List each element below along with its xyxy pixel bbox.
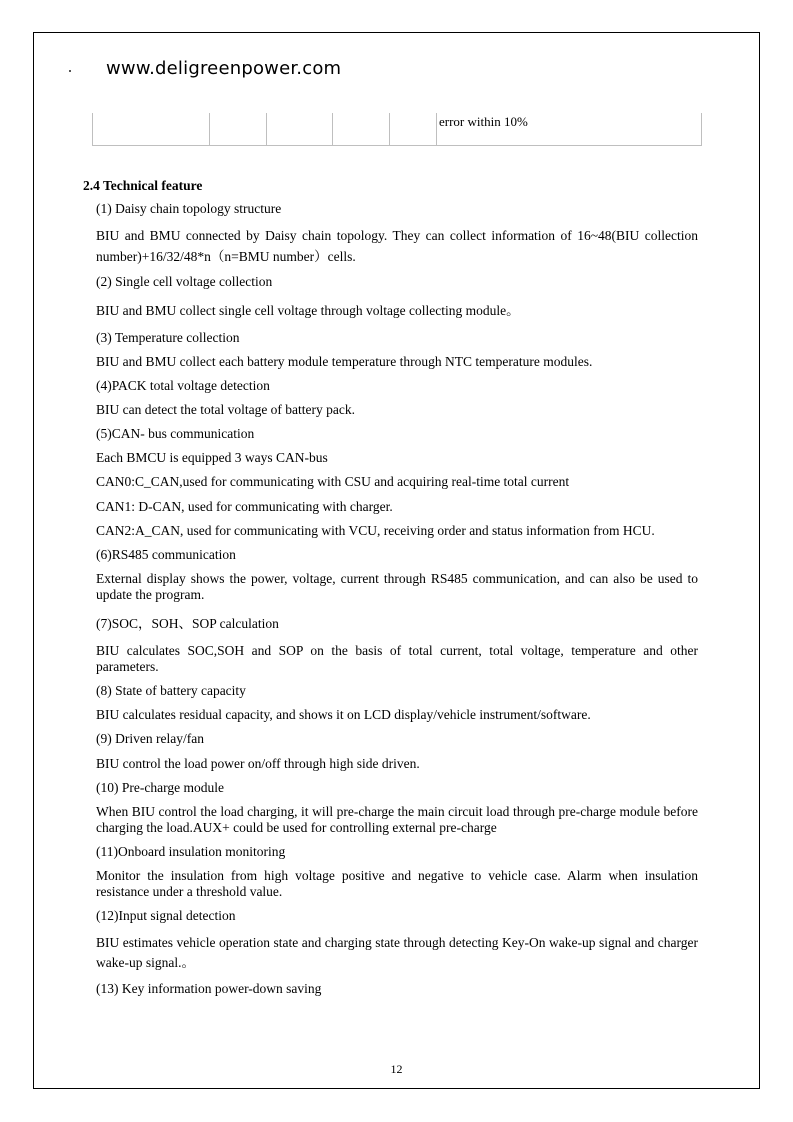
feature-heading: (2) Single cell voltage collection xyxy=(96,274,273,289)
feature-body: Each BMCU is equipped 3 ways CAN-bus xyxy=(96,450,328,465)
feature-heading: (11)Onboard insulation monitoring xyxy=(96,844,286,859)
feature-heading: (9) Driven relay/fan xyxy=(96,731,204,746)
table-divider xyxy=(436,113,437,145)
feature-body: External display shows the power, voltage, current through RS485 communication, and can also be used to update the program. xyxy=(96,571,698,602)
feature-heading: (12)Input signal detection xyxy=(96,908,236,923)
feature-body: BIU estimates vehicle operation state and charging state through detecting Key-On wake-up signal and charger wake-up signal.。 xyxy=(96,935,698,970)
page-number: 12 xyxy=(390,1062,403,1076)
website-header: www.deligreenpower.com xyxy=(106,58,342,79)
feature-body: CAN2:A_CAN, used for communicating with VCU, receiving order and status information from HCU. xyxy=(96,523,655,538)
feature-heading: (3) Temperature collection xyxy=(96,330,240,345)
feature-body: CAN0:C_CAN,used for communicating with CSU and acquiring real-time total current xyxy=(96,474,570,489)
feature-body: BIU calculates residual capacity, and shows it on LCD display/vehicle instrument/software. xyxy=(96,707,591,722)
feature-body: BIU and BMU connected by Daisy chain topology. They can collect information of 16~48(BIU collection number)+16/32/48*n（n=BMU number）cells. xyxy=(96,228,698,264)
table-fragment xyxy=(92,113,702,146)
feature-heading: (8) State of battery capacity xyxy=(96,683,246,698)
feature-heading: (4)PACK total voltage detection xyxy=(96,378,270,393)
feature-body: When BIU control the load charging, it will pre-charge the main circuit load through pre-charge module before charging the load.AUX+ could be used for controlling external pre-charge xyxy=(96,804,698,835)
table-divider xyxy=(92,113,93,145)
feature-body: BIU can detect the total voltage of battery pack. xyxy=(96,402,356,417)
feature-heading: (1) Daisy chain topology structure xyxy=(96,201,282,216)
table-divider xyxy=(701,113,702,145)
feature-heading: (13) Key information power-down saving xyxy=(96,981,322,996)
feature-body: BIU and BMU collect each battery module temperature through NTC temperature modules. xyxy=(96,354,593,369)
table-divider xyxy=(266,113,267,145)
table-divider xyxy=(389,113,390,145)
feature-body: BIU control the load power on/off through high side driven. xyxy=(96,756,420,771)
feature-heading: (5)CAN- bus communication xyxy=(96,426,255,441)
feature-heading: (7)SOC，SOH、SOP calculation xyxy=(96,616,279,631)
feature-body: Monitor the insulation from high voltage positive and negative to vehicle case. Alarm when insulation resistance under a threshold value. xyxy=(96,868,698,899)
feature-body: BIU calculates SOC,SOH and SOP on the basis of total current, total voltage, temperature and other parameters. xyxy=(96,643,698,674)
feature-body: BIU and BMU collect single cell voltage through voltage collecting module。 xyxy=(96,303,520,318)
section-title: 2.4 Technical feature xyxy=(83,178,203,193)
feature-heading: (10) Pre-charge module xyxy=(96,780,224,795)
table-divider xyxy=(332,113,333,145)
table-cell: error within 10% xyxy=(439,114,528,129)
feature-body: CAN1: D-CAN, used for communicating with charger. xyxy=(96,499,393,514)
feature-heading: (6)RS485 communication xyxy=(96,547,236,562)
margin-dot xyxy=(69,70,71,72)
table-divider xyxy=(209,113,210,145)
